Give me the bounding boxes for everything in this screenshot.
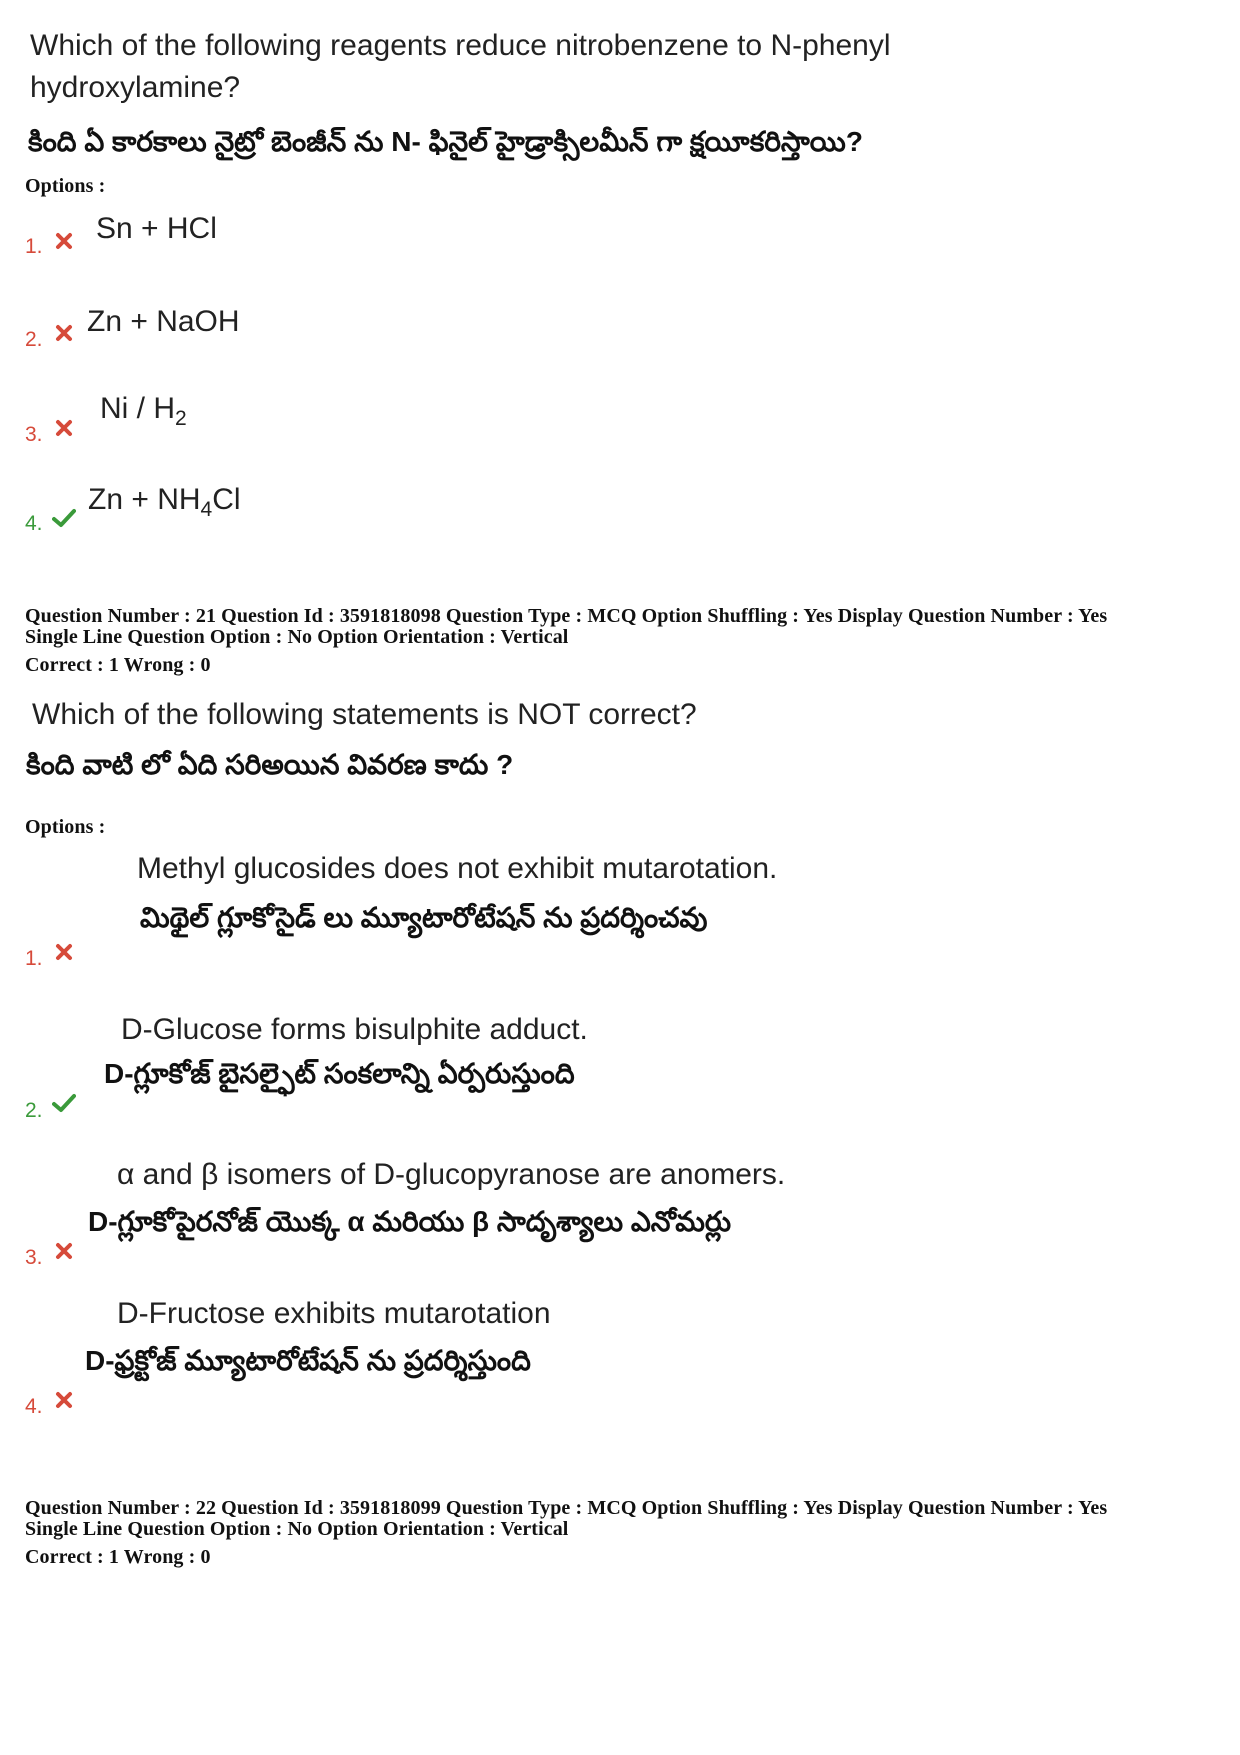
q22-meta-line1: Question Number : 22 Question Id : 3591818099 Question Type : MCQ Option Shuffling : Yes Display Question Number : Yes bbox=[25, 1497, 1108, 1519]
check-icon bbox=[52, 1093, 76, 1113]
q20-option-2-number: 2. bbox=[25, 328, 43, 351]
q21-option-1-te: మిథైల్ గ్లూకోసైడ్ లు మ్యూటారోటేషన్ ను ప్రదర్శించవు bbox=[140, 902, 708, 933]
check-icon bbox=[52, 508, 76, 528]
q21-meta-line2: Single Line Question Option : No Option Orientation : Vertical bbox=[25, 626, 569, 648]
q20-option-3-number: 3. bbox=[25, 423, 43, 446]
q20-option-1-text: Sn + HCl bbox=[96, 212, 217, 245]
q21-meta-line1: Question Number : 21 Question Id : 3591818098 Question Type : MCQ Option Shuffling : Yes Display Question Number : Yes bbox=[25, 605, 1108, 627]
cross-icon bbox=[55, 232, 73, 250]
q20-option-4-number: 4. bbox=[25, 512, 43, 535]
q21-option-2-number: 2. bbox=[25, 1099, 43, 1122]
q20-option-3-text: Ni / $H_2$ bbox=[100, 392, 187, 430]
q21-option-4-te: D-ఫ్రక్టోజ్ మ్యూటారోటేషన్ ను ప్రదర్శిస్తుంది bbox=[85, 1345, 531, 1376]
cross-icon bbox=[55, 943, 73, 961]
q21-option-1-number: 1. bbox=[25, 947, 43, 970]
q20-question-en-line1: Which of the following reagents reduce nitrobenzene to N-phenyl bbox=[30, 29, 891, 62]
cross-icon bbox=[55, 1391, 73, 1409]
q20-option-2-text: Zn + NaOH bbox=[87, 305, 240, 338]
q21-option-3-en: α and β isomers of D-glucopyranose are anomers. bbox=[117, 1158, 786, 1191]
q20-question-en-line2: hydroxylamine? bbox=[30, 71, 241, 104]
q21-options-label: Options : bbox=[25, 816, 106, 838]
q20-question-te: కింది ఏ కారకాలు నైట్రో బెంజీన్ ను N- ఫినైల్ హైడ్రాక్సిలమీన్ గా క్షయీకరిస్తాయి? bbox=[28, 126, 863, 157]
q20-option-1-number: 1. bbox=[25, 235, 43, 258]
q21-question-en: Which of the following statements is NOT correct? bbox=[32, 698, 697, 731]
cross-icon bbox=[55, 419, 73, 437]
q21-option-2-te: D-గ్లూకోజ్ బైసల్ఫైట్ సంకలాన్ని ఏర్పరుస్తుంది bbox=[104, 1058, 575, 1089]
q21-option-1-en: Methyl glucosides does not exhibit mutarotation. bbox=[137, 852, 778, 885]
q21-option-4-en: D-Fructose exhibits mutarotation bbox=[117, 1297, 551, 1330]
q20-option-4-text: $Zn + NH_4Cl$ bbox=[88, 483, 241, 521]
q20-options-label: Options : bbox=[25, 175, 106, 197]
q21-question-te: కింది వాటి లో ఏది సరిఅయిన వివరణ కాదు ? bbox=[26, 749, 514, 780]
q21-option-2-en: D-Glucose forms bisulphite adduct. bbox=[121, 1013, 588, 1046]
cross-icon bbox=[55, 324, 73, 342]
q22-meta-line2: Single Line Question Option : No Option Orientation : Vertical bbox=[25, 1518, 569, 1540]
q21-option-3-te: D-గ్లూకోపైరనోజ్ యొక్క α మరియు β సాదృశ్యాలు ఎనోమర్లు bbox=[88, 1206, 732, 1237]
q21-option-3-number: 3. bbox=[25, 1246, 43, 1269]
q21-option-4-number: 4. bbox=[25, 1395, 43, 1418]
q21-meta-line3: Correct : 1 Wrong : 0 bbox=[25, 654, 211, 676]
q22-meta-line3: Correct : 1 Wrong : 0 bbox=[25, 1546, 211, 1568]
cross-icon bbox=[55, 1242, 73, 1260]
